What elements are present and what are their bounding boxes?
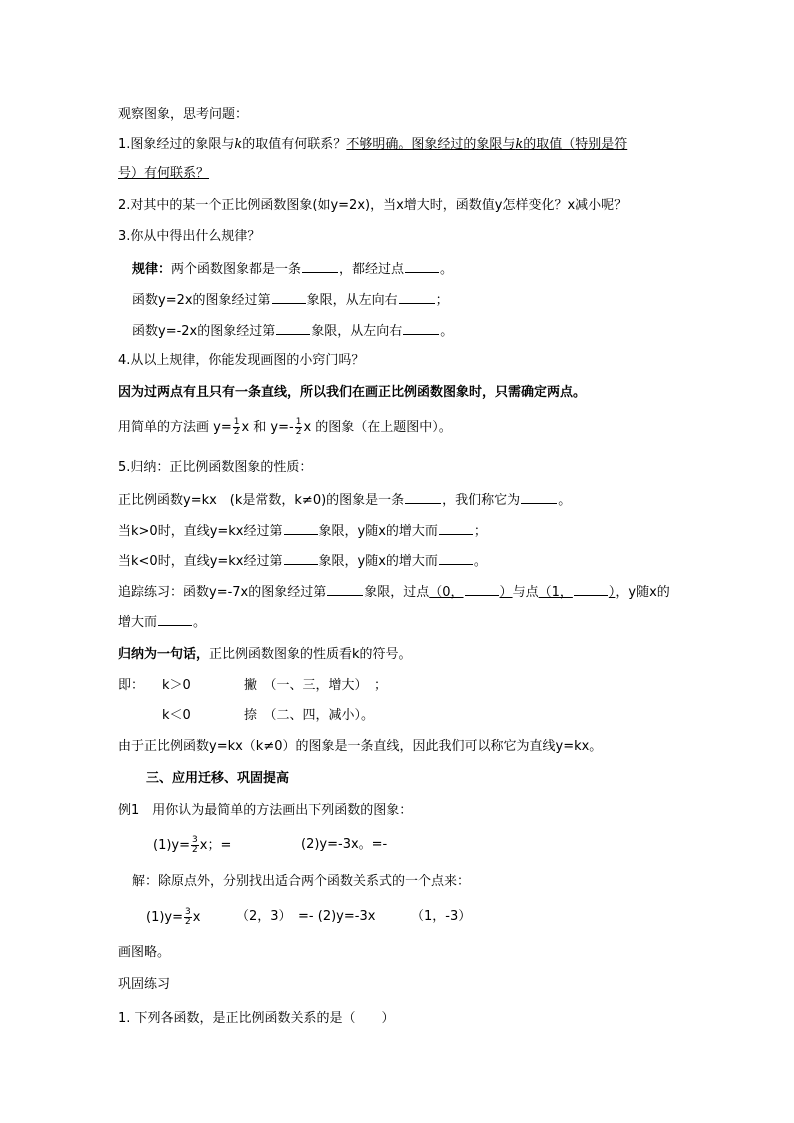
question-1: 1.图象经过的象限与k的取值有何联系？不够明确。图象经过的象限与k的取值（特别是符 [118, 137, 628, 152]
k-negative: k＜0 [162, 708, 191, 723]
blank[interactable] [521, 490, 557, 504]
blank[interactable] [399, 290, 435, 304]
blank[interactable] [158, 612, 192, 626]
blank[interactable] [327, 582, 363, 596]
solution-point-2: （1，-3） [411, 909, 472, 924]
blank[interactable] [405, 490, 441, 504]
practice-question-1: 1. 下列各函数，是正比例函数关系的是（ ） [118, 1011, 395, 1026]
blank[interactable] [302, 259, 338, 273]
rule-line-1: 规律：两个函数图象都是一条 ，都经过点 。 [132, 259, 453, 279]
blank[interactable] [574, 582, 608, 596]
blank[interactable] [405, 259, 439, 273]
tracking-exercise: 追踪练习：函数y=-7x的图象经过第 象限，过点（0， ）与点（1， ），y随x的 [118, 582, 670, 602]
tracking-exercise-cont: 增大而 。 [118, 612, 206, 632]
k-positive: k＞0 [162, 678, 191, 693]
practice-heading: 巩固练习 [118, 977, 171, 992]
blank[interactable] [465, 582, 499, 596]
k-positive-desc: 撇 （一、三，增大） ； [244, 678, 388, 693]
blank[interactable] [439, 551, 473, 565]
question-1-cont: 号）有何联系？ [118, 166, 210, 181]
solution-intro: 解：除原点外，分别找出适合两个函数关系式的一个点来： [132, 874, 471, 889]
fraction: $\frac{3}{2}$ [192, 835, 198, 855]
property-line-3: 当k<0时，直线y=kx经过第 象限，y随x的增大而 。 [118, 551, 487, 571]
draw-instruction: 用简单的方法画 y= $\frac{1}{2}$ x 和 y=- $\frac{1}{2}$ x 的图象（在上题图中）。 [118, 417, 452, 437]
rule-line-2: 函数y=2x的图象经过第 象限，从左向右 ； [132, 290, 449, 310]
fraction: $\frac{1}{2}$ [233, 417, 240, 437]
intro-line: 观察图象，思考问题： [118, 107, 249, 122]
blank[interactable] [272, 290, 306, 304]
bold-statement: 因为过两点有且只有一条直线，所以我们在画正比例函数图象时，只需确定两点。 [118, 385, 587, 400]
fraction: $\frac{3}{2}$ [185, 907, 191, 927]
draw-omitted: 画图略。 [118, 945, 171, 960]
blank[interactable] [439, 521, 473, 535]
blank[interactable] [284, 521, 318, 535]
blank[interactable] [276, 321, 310, 335]
question-4: 4.从以上规律，你能发现画图的小窍门吗？ [118, 353, 365, 368]
blank[interactable] [403, 321, 439, 335]
question-3: 3.你从中得出什么规律？ [118, 229, 261, 244]
example-1-item-2: (2)y=-3x。=- [301, 837, 388, 852]
rule-k-positive: 即： [118, 678, 145, 693]
section-heading: 三、应用迁移、巩固提高 [146, 771, 290, 786]
property-line-1: 正比例函数y=kx (k是常数，k≠0)的图象是一条 ，我们称它为 。 [118, 490, 571, 510]
summary-heading: 5.归纳：正比例函数图象的性质： [118, 460, 313, 475]
k-negative-desc: 捺 （二、四，减小）。 [244, 708, 375, 723]
rule-line-3: 函数y=-2x的图象经过第 象限，从左向右 。 [132, 321, 453, 341]
line-statement: 由于正比例函数y=kx（k≠0）的图象是一条直线，因此我们可以称它为直线y=kx。 [118, 739, 603, 754]
property-line-2: 当k>0时，直线y=kx经过第 象限，y随x的增大而 ； [118, 521, 487, 541]
example-1-item-1: (1)y= $\frac{3}{2}$ x；= [153, 835, 232, 855]
solution-point-and-item-2: （2，3） =- (2)y=-3x [236, 909, 376, 924]
blank[interactable] [284, 551, 318, 565]
example-1: 例1 用你认为最简单的方法画出下列函数的图象： [118, 803, 413, 818]
fraction: $\frac{1}{2}$ [295, 417, 302, 437]
one-sentence-summary: 归纳为一句话，正比例函数图象的性质看k的符号。 [118, 647, 412, 662]
solution-item-1: (1)y= $\frac{3}{2}$ x [146, 907, 201, 927]
question-2: 2.对其中的某一个正比例函数图象(如y=2x)，当x增大时，函数值y怎样变化？x减小呢？ [118, 198, 628, 213]
